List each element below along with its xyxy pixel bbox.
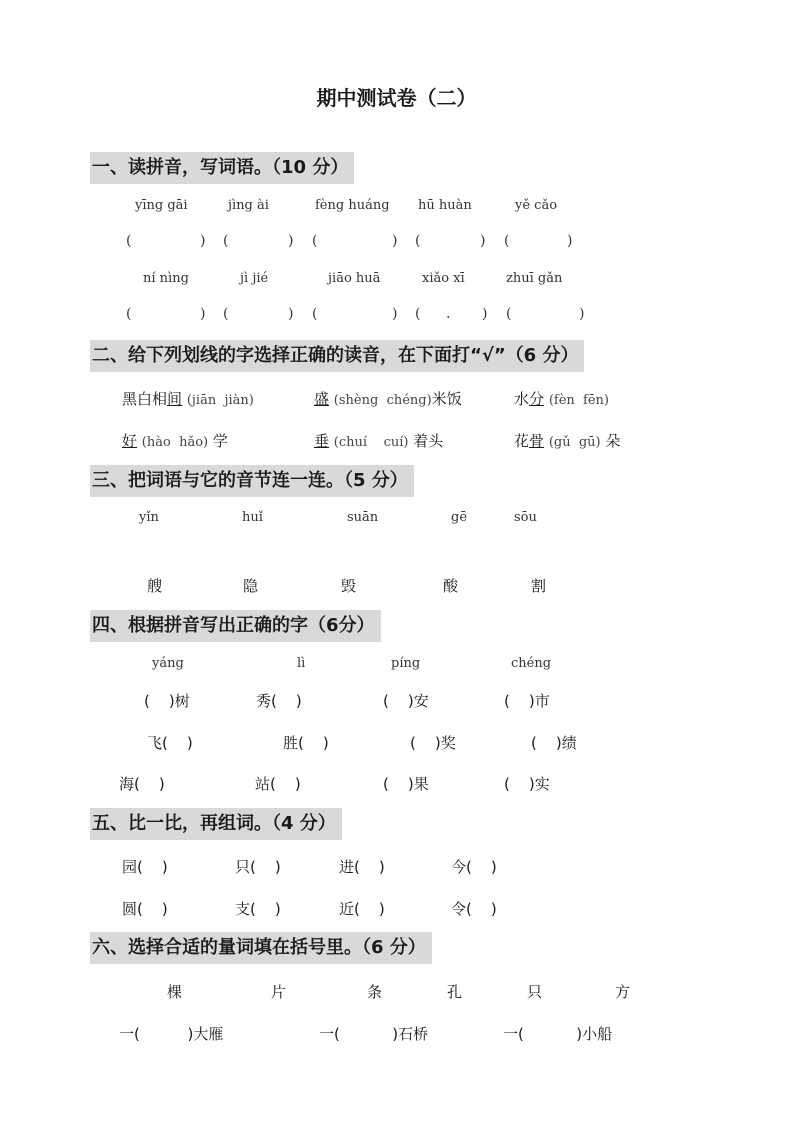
bracket: ) — [567, 233, 573, 249]
measure-word: 棵 — [167, 983, 183, 1001]
section-6-heading: 六、选择合适的量词填在括号里。（6 分） — [90, 932, 432, 964]
bracket: ( — [312, 233, 318, 249]
pinyin-hint-3: píng — [391, 656, 421, 671]
compare-item: 近( ) — [339, 900, 385, 918]
bracket: ) — [482, 306, 488, 322]
reading-item-5: 垂 (chuí cuí) 着头 — [314, 432, 444, 450]
compare-item: 今( ) — [451, 858, 497, 876]
page-title: 期中测试卷（二） — [316, 86, 477, 110]
reading-item-6: 花骨 (gǔ gū) 朵 — [514, 432, 621, 450]
char-2: 隐 — [243, 577, 259, 595]
bracket: ( — [415, 233, 421, 249]
pinyin-hint-1: yáng — [152, 656, 184, 671]
fill-item: 站( ) — [255, 775, 301, 793]
bracket: ) — [480, 233, 486, 249]
compare-item: 支( ) — [235, 900, 281, 918]
pinyin-hint-4: chéng — [511, 656, 552, 671]
pinyin-1-3: fèng huáng — [315, 198, 390, 213]
measure-word: 片 — [271, 983, 287, 1001]
section-5-heading: 五、比一比，再组词。（4 分） — [90, 808, 342, 840]
char-4: 酸 — [443, 577, 459, 595]
bracket: ( — [223, 233, 229, 249]
bracket: ( — [223, 306, 229, 322]
reading-item-4: 好 (hào hǎo) 学 — [122, 432, 228, 450]
pinyin-1-4: hū huàn — [418, 198, 472, 213]
section-3-heading: 三、把词语与它的音节连一连。（5 分） — [90, 465, 414, 497]
pinyin-hint-2: lì — [297, 656, 306, 671]
reading-item-3: 水分 (fèn fēn) — [514, 390, 609, 408]
measure-blank: 一( )石桥 — [319, 1025, 429, 1043]
reading-item-2: 盛 (shèng chéng)米饭 — [314, 390, 462, 408]
compare-item: 进( ) — [339, 858, 385, 876]
bracket: ) — [200, 233, 206, 249]
char-3: 毁 — [341, 577, 357, 595]
bracket: ( — [126, 233, 132, 249]
pinyin-1-1: yīng gāi — [135, 198, 188, 213]
measure-blank: 一( )小船 — [503, 1025, 613, 1043]
compare-item: 令( ) — [451, 900, 497, 918]
section-2-heading: 二、给下列划线的字选择正确的读音，在下面打“√”（6 分） — [90, 340, 584, 372]
syllable-4: gē — [451, 510, 468, 525]
fill-item: 秀( ) — [256, 692, 302, 710]
measure-word: 条 — [367, 983, 383, 1001]
fill-item: 飞( ) — [147, 734, 193, 752]
bracket: ) — [288, 233, 294, 249]
bracket: ( — [415, 306, 421, 322]
syllable-3: suān — [347, 510, 379, 525]
reading-item-1: 黑白相间 (jiān jiàn) — [122, 390, 254, 408]
bracket: ) — [579, 306, 585, 322]
syllable-5: sōu — [514, 510, 537, 525]
pinyin-2-4: xiǎo xī — [422, 271, 465, 286]
char-5: 割 — [531, 577, 547, 595]
measure-word: 方 — [615, 983, 631, 1001]
compare-item: 只( ) — [235, 858, 281, 876]
compare-item: 圆( ) — [122, 900, 168, 918]
dot-mark: . — [446, 306, 451, 322]
bracket: ) — [200, 306, 206, 322]
measure-word: 孔 — [447, 983, 463, 1001]
section-4-heading: 四、根据拼音写出正确的字（6分） — [90, 610, 381, 642]
syllable-2: huǐ — [242, 510, 263, 525]
fill-item: ( )奖 — [410, 734, 456, 752]
bracket: ) — [392, 233, 398, 249]
fill-item: 海( ) — [119, 775, 165, 793]
section-1-heading: 一、读拼音，写词语。（10 分） — [90, 152, 354, 184]
fill-item: ( )果 — [383, 775, 429, 793]
pinyin-2-3: jiāo huā — [328, 271, 381, 286]
fill-item: ( )树 — [144, 692, 190, 710]
bracket: ( — [504, 233, 510, 249]
fill-item: ( )实 — [504, 775, 550, 793]
bracket: ( — [506, 306, 512, 322]
compare-item: 园( ) — [122, 858, 168, 876]
fill-item: ( )市 — [504, 692, 550, 710]
pinyin-2-1: ní nìng — [143, 271, 189, 286]
measure-blank: 一( )大雁 — [119, 1025, 224, 1043]
bracket: ) — [392, 306, 398, 322]
fill-item: 胜( ) — [283, 734, 329, 752]
syllable-1: yǐn — [139, 510, 159, 525]
pinyin-2-2: jì jié — [240, 271, 269, 286]
fill-item: ( )安 — [383, 692, 429, 710]
fill-item: ( )绩 — [531, 734, 577, 752]
bracket: ) — [288, 306, 294, 322]
pinyin-2-5: zhuī gǎn — [506, 271, 563, 286]
pinyin-1-2: jìng ài — [228, 198, 269, 213]
bracket: ( — [126, 306, 132, 322]
bracket: ( — [312, 306, 318, 322]
pinyin-1-5: yě cǎo — [515, 198, 558, 213]
measure-word: 只 — [527, 983, 543, 1001]
char-1: 艘 — [147, 577, 163, 595]
